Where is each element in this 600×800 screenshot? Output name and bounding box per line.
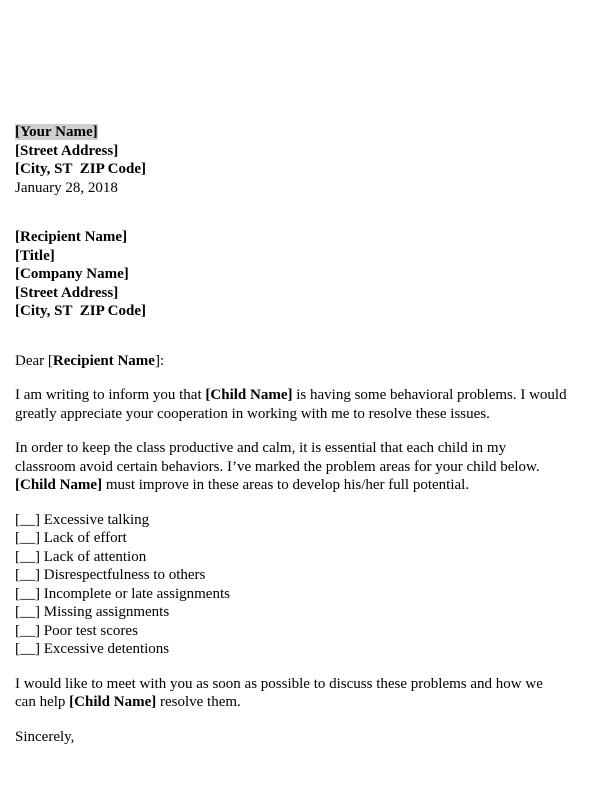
recipient-city[interactable]: City, ST ZIP Code	[20, 303, 142, 319]
recipient-street[interactable]: Street Address	[20, 284, 114, 301]
recipient-city-line[interactable]: [City, ST ZIP Code]	[15, 303, 147, 319]
recipient-title-line[interactable]: [Title]	[15, 247, 55, 264]
checklist-item[interactable]: [__] Disrespectfulness to others	[15, 567, 206, 583]
sender-city[interactable]: City, ST ZIP Code	[20, 161, 142, 177]
paragraph-behaviors-child-name[interactable]: Child Name	[20, 477, 98, 493]
checklist-item[interactable]: [__] Lack of attention	[15, 548, 147, 565]
sender-street-line[interactable]: [Street Address]	[15, 142, 119, 159]
sender-block	[15, 123, 585, 197]
checkbox-marker[interactable]: [__]	[15, 604, 40, 620]
recipient-company-line[interactable]: [Company Name]	[15, 266, 129, 282]
checklist-item[interactable]: [__] Incomplete or late assignments	[15, 585, 230, 602]
salutation-recipient-name[interactable]: Recipient Name	[52, 352, 155, 369]
checklist-item[interactable]: [__] Missing assignments	[15, 604, 170, 620]
checkbox-marker[interactable]: [__]	[15, 567, 40, 583]
signoff[interactable]: Sincerely,	[15, 728, 75, 745]
recipient-name[interactable]: Recipient Name	[20, 229, 123, 245]
sender-name[interactable]: Your Name	[20, 124, 93, 140]
behavior-checklist	[15, 511, 585, 659]
paragraph-behaviors[interactable]: In order to keep the class productive and calm, it is essential that each child in my classroom avoid certain behaviors. I’ve marked the problem areas for your child below. [Child Name] must improve in these areas to develop his/her full potential.	[15, 440, 540, 493]
checklist-item[interactable]: [__] Excessive talking	[15, 511, 150, 528]
checkbox-marker[interactable]: [__]	[15, 641, 40, 657]
paragraph-intro-child-name[interactable]: Child Name	[210, 387, 288, 403]
recipient-street-line[interactable]: [Street Address]	[15, 284, 119, 301]
paragraph-intro[interactable]: I am writing to inform you that [Child Name] is having some behavioral problems. I would greatly appreciate your cooperation in working with me to resolve these issues.	[15, 387, 567, 422]
letter-date[interactable]: January 28, 2018	[15, 179, 118, 196]
recipient-title[interactable]: Title	[20, 247, 50, 264]
paragraph-closing-child-name[interactable]: Child Name	[74, 694, 152, 710]
checklist-item[interactable]: [__] Poor test scores	[15, 622, 138, 639]
recipient-company[interactable]: Company Name	[20, 266, 124, 282]
recipient-name-line[interactable]: [Recipient Name]	[15, 229, 128, 245]
salutation[interactable]: Dear [Recipient Name]:	[15, 352, 165, 369]
paragraph-closing[interactable]: I would like to meet with you as soon as possible to discuss these problems and how we can help [Child Name] resolve them.	[15, 675, 543, 710]
checkbox-marker[interactable]: [__]	[15, 511, 40, 528]
sender-name-line[interactable]: [Your Name]	[15, 124, 98, 140]
sender-city-line[interactable]: [City, ST ZIP Code]	[15, 161, 147, 177]
checklist-item[interactable]: [__] Excessive detentions	[15, 641, 170, 657]
checkbox-marker[interactable]: [__]	[15, 585, 40, 602]
checkbox-marker[interactable]: [__]	[15, 548, 40, 565]
checkbox-marker[interactable]: [__]	[15, 530, 40, 546]
checkbox-marker[interactable]: [__]	[15, 622, 40, 639]
letter-body	[15, 123, 585, 746]
checklist-item[interactable]: [__] Lack of effort	[15, 530, 127, 546]
sender-street[interactable]: Street Address	[20, 142, 114, 159]
recipient-block	[15, 228, 585, 321]
